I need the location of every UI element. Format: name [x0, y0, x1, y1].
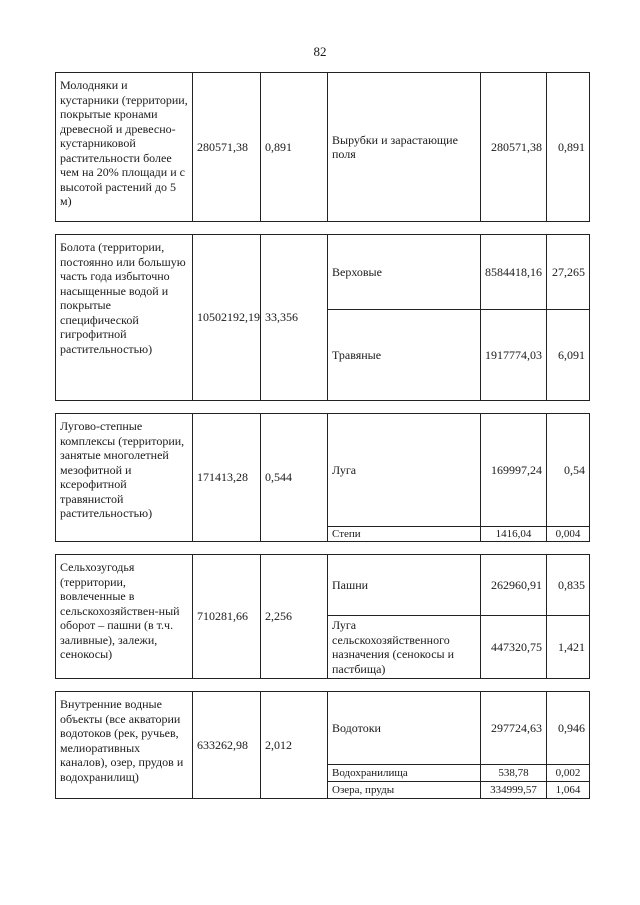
subcategory-area: 447320,75 — [481, 616, 547, 679]
subcategory-area: 8584418,16 — [481, 235, 547, 310]
subcategory-area: 169997,24 — [481, 414, 547, 527]
subcategory-name: Луга — [328, 414, 481, 527]
category-percent: 2,012 — [261, 692, 328, 799]
subcategory-area: 1917774,03 — [481, 310, 547, 401]
category-percent: 2,256 — [261, 555, 328, 679]
subcategory-area: 297724,63 — [481, 692, 547, 765]
category-area: 633262,98 — [193, 692, 261, 799]
subcategory-percent: 6,091 — [547, 310, 590, 401]
subcategory-name: Степи — [328, 527, 481, 542]
subcategory-percent: 1,064 — [547, 782, 590, 799]
subcategory-percent: 0,835 — [547, 555, 590, 616]
subcategory-percent: 0,891 — [547, 73, 590, 222]
subcategory-name: Травяные — [328, 310, 481, 401]
category-area: 710281,66 — [193, 555, 261, 679]
category-percent: 0,544 — [261, 414, 328, 542]
table-row — [56, 73, 590, 222]
subcategory-name: Верховые — [328, 235, 481, 310]
subcategory-area: 1416,04 — [481, 527, 547, 542]
land-cover-table — [55, 72, 589, 799]
category-area: 280571,38 — [193, 73, 261, 222]
subcategory-name: Водотоки — [328, 692, 481, 765]
category-area: 10502192,19 — [193, 235, 261, 401]
table-row — [56, 555, 590, 616]
category-area: 171413,28 — [193, 414, 261, 542]
table-row — [56, 235, 590, 310]
subcategory-name: Водохранилища — [328, 765, 481, 782]
category-cell: Сельхозугодья (территории, вовлеченные в сельскохозяйствен-ный оборот – пашни (в т.ч. заливные), залежи, сенокосы) — [56, 555, 193, 679]
subcategory-area: 334999,57 — [481, 782, 547, 799]
subcategory-percent: 27,265 — [547, 235, 590, 310]
subcategory-percent: 1,421 — [547, 616, 590, 679]
subcategory-area: 280571,38 — [481, 73, 547, 222]
subcategory-area: 262960,91 — [481, 555, 547, 616]
subcategory-name: Пашни — [328, 555, 481, 616]
category-cell: Молодняки и кустарники (территории, покрытые кронами древесной и древесно-кустарниковой растительности более чем на 20% площади и с высотой растений до 5 м) — [56, 73, 193, 222]
subcategory-percent: 0,54 — [547, 414, 590, 527]
category-cell: Болота (территории, постоянно или большую часть года избыточно насыщенные водой и покрытые специфической гигрофитной растительностью) — [56, 235, 193, 401]
subcategory-name: Озера, пруды — [328, 782, 481, 799]
category-percent: 33,356 — [261, 235, 328, 401]
subcategory-percent: 0,946 — [547, 692, 590, 765]
subcategory-name: Вырубки и зарастающие поля — [328, 73, 481, 222]
table-row — [56, 692, 590, 765]
table-row — [56, 414, 590, 527]
subcategory-area: 538,78 — [481, 765, 547, 782]
page-number: 82 — [313, 44, 327, 59]
subcategory-name: Луга сельскохозяйственного назначения (сенокосы и пастбища) — [328, 616, 481, 679]
category-cell: Лугово-степные комплексы (территории, занятые многолетней мезофитной и ксерофитной травянистой растительностью) — [56, 414, 193, 542]
category-cell: Внутренние водные объекты (все акватории водотоков (рек, ручьев, мелиоративных каналов), озер, прудов и водохранилищ) — [56, 692, 193, 799]
category-percent: 0,891 — [261, 73, 328, 222]
subcategory-percent: 0,002 — [547, 765, 590, 782]
subcategory-percent: 0,004 — [547, 527, 590, 542]
